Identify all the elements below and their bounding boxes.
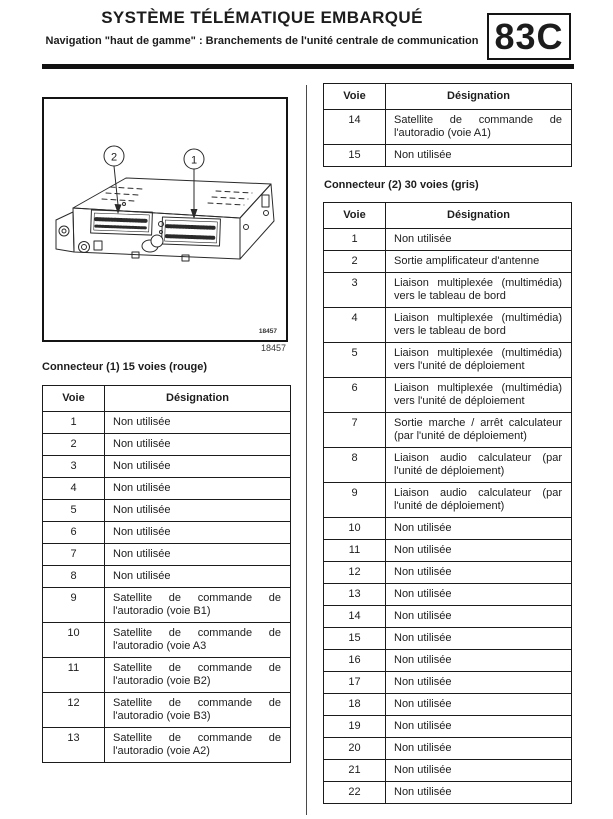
voie-cell: 9 <box>324 483 386 518</box>
voie-cell: 8 <box>324 448 386 483</box>
designation-header: Désignation <box>386 203 572 229</box>
table-row <box>43 658 291 693</box>
table-row <box>324 760 572 782</box>
table-row <box>324 251 572 273</box>
table-header-row <box>43 386 291 412</box>
voie-cell: 19 <box>324 716 386 738</box>
voie-cell: 4 <box>324 308 386 343</box>
table-row <box>324 738 572 760</box>
voie-cell: 6 <box>324 378 386 413</box>
section-code-badge: 83C <box>487 13 571 60</box>
voie-cell: 7 <box>43 544 105 566</box>
voie-cell: 5 <box>324 343 386 378</box>
designation-cell: Non utilisée <box>105 456 291 478</box>
table-row <box>43 693 291 728</box>
table-row <box>324 229 572 251</box>
voie-cell: 21 <box>324 760 386 782</box>
designation-cell: Non utilisée <box>386 694 572 716</box>
page-title: SYSTÈME TÉLÉMATIQUE EMBARQUÉ <box>101 8 423 27</box>
designation-cell: Liaison audio calculateur (par l'unité de déploiement) <box>386 483 572 518</box>
voie-header: Voie <box>324 203 386 229</box>
voie-cell: 4 <box>43 478 105 500</box>
voie-cell: 12 <box>324 562 386 584</box>
table-row <box>324 518 572 540</box>
table-row <box>43 478 291 500</box>
designation-cell: Non utilisée <box>386 760 572 782</box>
table-row <box>324 782 572 804</box>
designation-cell: Satellite de commande de l'autoradio (voie A1) <box>386 110 572 145</box>
table-header-row <box>324 84 572 110</box>
designation-header: Désignation <box>386 84 572 110</box>
voie-header: Voie <box>43 386 105 412</box>
voie-cell: 17 <box>324 672 386 694</box>
voie-cell: 13 <box>43 728 105 763</box>
table-row <box>324 584 572 606</box>
table-row <box>43 500 291 522</box>
connector-1 <box>162 217 221 246</box>
voie-cell: 8 <box>43 566 105 588</box>
designation-cell: Non utilisée <box>105 522 291 544</box>
left-column <box>42 97 292 763</box>
designation-cell: Liaison audio calculateur (par l'unité de déploiement) <box>386 448 572 483</box>
voie-cell: 13 <box>324 584 386 606</box>
table-row <box>43 434 291 456</box>
voie-cell: 20 <box>324 738 386 760</box>
designation-cell: Non utilisée <box>386 540 572 562</box>
figure-box <box>42 97 288 342</box>
figure-number-inside: 18457 <box>258 328 277 335</box>
antenna-jack <box>79 241 103 253</box>
table-row <box>324 273 572 308</box>
voie-cell: 9 <box>43 588 105 623</box>
designation-cell: Non utilisée <box>386 628 572 650</box>
designation-cell: Liaison multiplexée (multimédia) vers l'unité de déploiement <box>386 378 572 413</box>
voie-cell: 15 <box>324 145 386 167</box>
designation-cell: Non utilisée <box>386 716 572 738</box>
table-row <box>324 483 572 518</box>
voie-cell: 5 <box>43 500 105 522</box>
table-row <box>324 413 572 448</box>
table-row <box>43 544 291 566</box>
knob <box>142 235 163 252</box>
designation-cell: Liaison multiplexée (multimédia) vers le tableau de bord <box>386 273 572 308</box>
designation-cell: Liaison multiplexée (multimédia) vers l'unité de déploiement <box>386 343 572 378</box>
designation-cell: Non utilisée <box>386 606 572 628</box>
connector-2-caption: Connecteur (2) 30 voies (gris) <box>324 179 479 191</box>
designation-cell: Non utilisée <box>105 412 291 434</box>
designation-cell: Non utilisée <box>386 584 572 606</box>
table-row <box>324 650 572 672</box>
voie-cell: 1 <box>43 412 105 434</box>
designation-cell: Satellite de commande de l'autoradio (voie B3) <box>105 693 291 728</box>
designation-cell: Satellite de commande de l'autoradio (voie A2) <box>105 728 291 763</box>
designation-cell: Satellite de commande de l'autoradio (voie B1) <box>105 588 291 623</box>
voie-cell: 15 <box>324 628 386 650</box>
designation-cell: Liaison multiplexée (multimédia) vers le tableau de bord <box>386 308 572 343</box>
voie-cell: 11 <box>43 658 105 693</box>
table-row <box>324 110 572 145</box>
voie-cell: 2 <box>324 251 386 273</box>
connector-1-table <box>42 385 291 763</box>
callout-1-label: 1 <box>190 154 198 167</box>
page-header <box>42 8 482 47</box>
table-row <box>324 343 572 378</box>
voie-cell: 1 <box>324 229 386 251</box>
voie-cell: 18 <box>324 694 386 716</box>
designation-cell: Satellite de commande de l'autoradio (voie A3 <box>105 623 291 658</box>
voie-cell: 22 <box>324 782 386 804</box>
table-row <box>43 728 291 763</box>
designation-cell: Sortie marche / arrêt calculateur (par l'unité de déploiement) <box>386 413 572 448</box>
voie-cell: 3 <box>43 456 105 478</box>
table-row <box>43 588 291 623</box>
designation-cell: Sortie amplificateur d'antenne <box>386 251 572 273</box>
voie-cell: 3 <box>324 273 386 308</box>
connector-2-table <box>323 202 572 804</box>
column-divider <box>306 85 307 815</box>
voie-cell: 12 <box>43 693 105 728</box>
designation-cell: Non utilisée <box>386 229 572 251</box>
figure-number: 18457 <box>260 343 286 353</box>
designation-cell: Non utilisée <box>105 566 291 588</box>
table-row <box>324 562 572 584</box>
header-rule <box>42 64 574 69</box>
designation-cell: Non utilisée <box>386 650 572 672</box>
designation-cell: Non utilisée <box>386 672 572 694</box>
table-row <box>43 456 291 478</box>
voie-cell: 6 <box>43 522 105 544</box>
table-header-row <box>324 203 572 229</box>
voie-cell: 2 <box>43 434 105 456</box>
page-subtitle: Navigation "haut de gamme" : Branchements de l'unité centrale de communication <box>45 35 479 47</box>
designation-cell: Non utilisée <box>386 738 572 760</box>
voie-header: Voie <box>324 84 386 110</box>
table-row <box>324 672 572 694</box>
voie-cell: 14 <box>324 110 386 145</box>
designation-cell: Non utilisée <box>386 782 572 804</box>
table-row <box>43 412 291 434</box>
designation-cell: Non utilisée <box>105 434 291 456</box>
callout-2-label: 2 <box>110 151 118 164</box>
table-row <box>324 448 572 483</box>
connector-1-table-continued <box>323 83 572 167</box>
designation-header: Désignation <box>105 386 291 412</box>
table-row <box>324 308 572 343</box>
designation-cell: Non utilisée <box>105 500 291 522</box>
right-column <box>323 83 573 804</box>
unit-rear-view-drawing <box>44 99 286 340</box>
unit-body <box>56 178 274 261</box>
voie-cell: 14 <box>324 606 386 628</box>
designation-cell: Non utilisée <box>105 544 291 566</box>
voie-cell: 7 <box>324 413 386 448</box>
designation-cell: Non utilisée <box>105 478 291 500</box>
connector-1-caption: Connecteur (1) 15 voies (rouge) <box>42 361 208 373</box>
table-row <box>43 566 291 588</box>
voie-cell: 10 <box>43 623 105 658</box>
voie-cell: 16 <box>324 650 386 672</box>
table-row <box>43 522 291 544</box>
table-row <box>324 145 572 167</box>
designation-cell: Non utilisée <box>386 562 572 584</box>
table-row <box>324 378 572 413</box>
table-row <box>324 716 572 738</box>
voie-cell: 10 <box>324 518 386 540</box>
designation-cell: Non utilisée <box>386 518 572 540</box>
table-row <box>324 540 572 562</box>
table-row <box>43 623 291 658</box>
table-row <box>324 606 572 628</box>
table-row <box>324 694 572 716</box>
table-row <box>324 628 572 650</box>
designation-cell: Satellite de commande de l'autoradio (voie B2) <box>105 658 291 693</box>
designation-cell: Non utilisée <box>386 145 572 167</box>
connector-2 <box>91 210 153 235</box>
voie-cell: 11 <box>324 540 386 562</box>
